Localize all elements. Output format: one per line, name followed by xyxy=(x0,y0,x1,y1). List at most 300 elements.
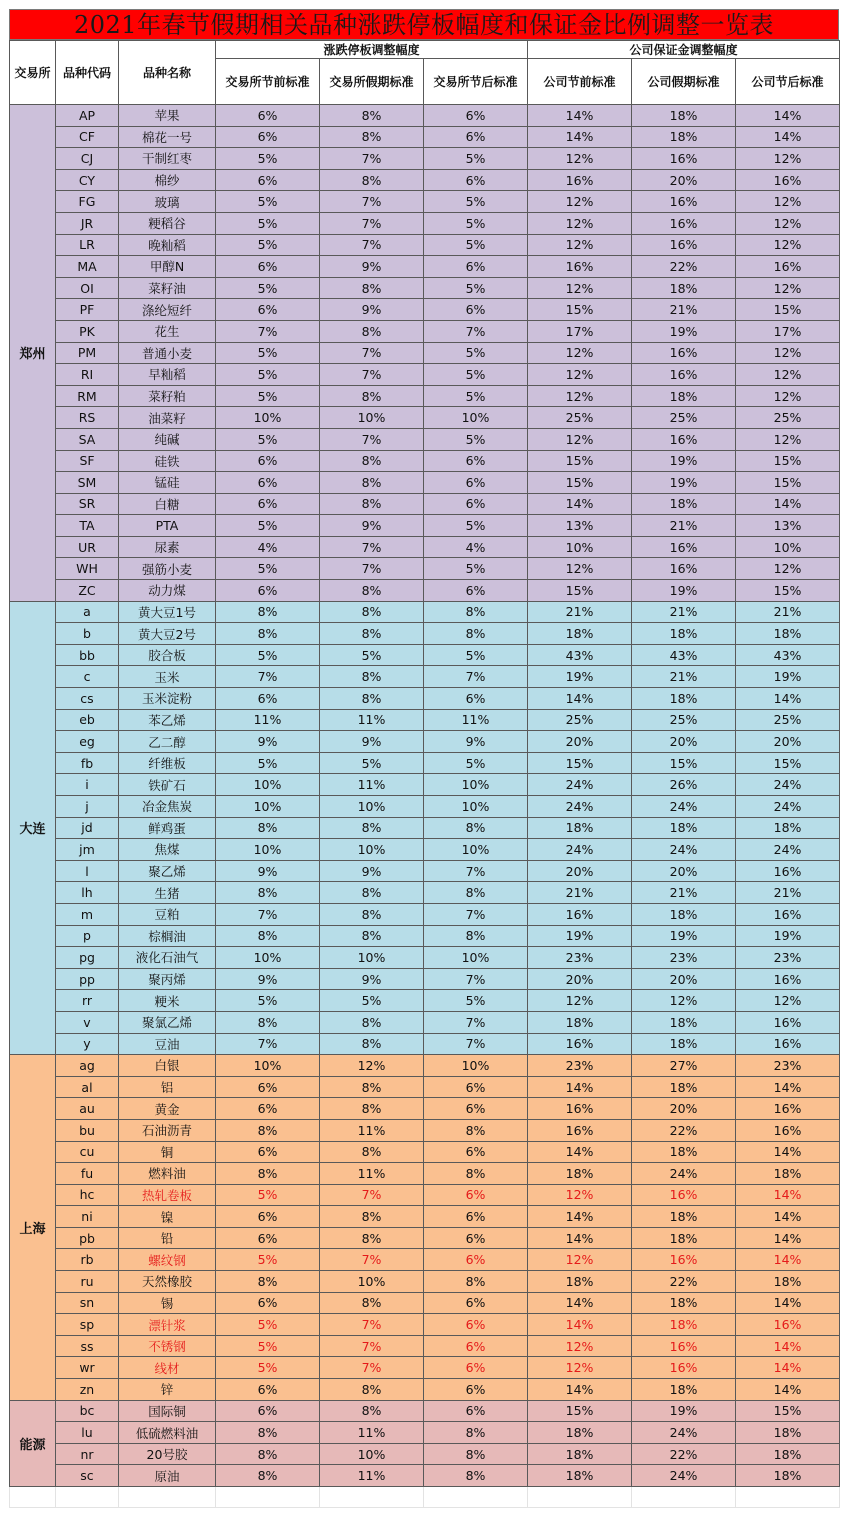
limit-before-cell: 4% xyxy=(216,536,320,558)
margin-before-cell: 24% xyxy=(528,774,632,796)
margin-after-cell: 14% xyxy=(736,1206,840,1228)
name-cell: 燃料油 xyxy=(119,1163,216,1185)
name-cell: 线材 xyxy=(119,1357,216,1379)
margin-after-cell: 12% xyxy=(736,990,840,1012)
limit-holiday-cell: 8% xyxy=(320,580,424,602)
name-cell: 原油 xyxy=(119,1465,216,1487)
limit-holiday-cell: 8% xyxy=(320,882,424,904)
margin-after-cell: 15% xyxy=(736,580,840,602)
code-cell: PF xyxy=(56,299,119,321)
limit-before-cell: 5% xyxy=(216,1249,320,1271)
table-row xyxy=(10,1357,840,1379)
limit-holiday-cell: 8% xyxy=(320,1379,424,1401)
name-cell: 胶合板 xyxy=(119,644,216,666)
limit-after-cell: 5% xyxy=(424,234,528,256)
margin-after-cell: 24% xyxy=(736,774,840,796)
name-cell: 棉花一号 xyxy=(119,126,216,148)
limit-before-cell: 8% xyxy=(216,1271,320,1293)
name-cell: 菜籽粕 xyxy=(119,385,216,407)
code-cell: ZC xyxy=(56,580,119,602)
code-cell: RS xyxy=(56,407,119,429)
limit-after-cell: 5% xyxy=(424,277,528,299)
code-cell: MA xyxy=(56,256,119,278)
limit-after-cell: 7% xyxy=(424,1011,528,1033)
table-row xyxy=(10,126,840,148)
code-cell: SR xyxy=(56,493,119,515)
limit-holiday-cell: 8% xyxy=(320,1292,424,1314)
name-cell: 粳稻谷 xyxy=(119,212,216,234)
margin-after-cell: 19% xyxy=(736,666,840,688)
adjustment-table xyxy=(9,40,840,1508)
limit-holiday-cell: 8% xyxy=(320,277,424,299)
code-cell: RI xyxy=(56,364,119,386)
table-row xyxy=(10,450,840,472)
code-cell: OI xyxy=(56,277,119,299)
margin-before-cell: 18% xyxy=(528,1465,632,1487)
margin-holiday-cell: 18% xyxy=(632,277,736,299)
margin-after-cell: 25% xyxy=(736,709,840,731)
limit-holiday-cell: 8% xyxy=(320,169,424,191)
margin-before-cell: 12% xyxy=(528,364,632,386)
limit-holiday-cell: 9% xyxy=(320,860,424,882)
code-cell: eb xyxy=(56,709,119,731)
limit-before-cell: 10% xyxy=(216,947,320,969)
table-row xyxy=(10,493,840,515)
limit-holiday-cell: 7% xyxy=(320,191,424,213)
margin-after-cell: 18% xyxy=(736,1465,840,1487)
table-row xyxy=(10,1206,840,1228)
limit-after-cell: 8% xyxy=(424,817,528,839)
name-cell: 晚籼稻 xyxy=(119,234,216,256)
name-cell: 国际铜 xyxy=(119,1400,216,1422)
margin-before-cell: 23% xyxy=(528,1055,632,1077)
exchange-cell: 郑州 xyxy=(10,105,56,602)
name-cell: 菜籽油 xyxy=(119,277,216,299)
margin-after-cell: 16% xyxy=(736,968,840,990)
limit-before-cell: 8% xyxy=(216,925,320,947)
limit-before-cell: 5% xyxy=(216,1184,320,1206)
margin-after-cell: 16% xyxy=(736,169,840,191)
limit-after-cell: 8% xyxy=(424,601,528,623)
header-margin-after: 公司节后标准 xyxy=(736,59,840,105)
margin-after-cell: 15% xyxy=(736,1400,840,1422)
name-cell: 锰硅 xyxy=(119,472,216,494)
name-cell: PTA xyxy=(119,515,216,537)
margin-after-cell: 24% xyxy=(736,796,840,818)
code-cell: bc xyxy=(56,1400,119,1422)
limit-holiday-cell: 8% xyxy=(320,385,424,407)
limit-holiday-cell: 8% xyxy=(320,1227,424,1249)
table-row xyxy=(10,277,840,299)
margin-after-cell: 18% xyxy=(736,623,840,645)
code-cell: p xyxy=(56,925,119,947)
margin-holiday-cell: 24% xyxy=(632,1422,736,1444)
limit-before-cell: 10% xyxy=(216,1055,320,1077)
margin-holiday-cell: 18% xyxy=(632,1011,736,1033)
limit-after-cell: 6% xyxy=(424,580,528,602)
limit-holiday-cell: 7% xyxy=(320,428,424,450)
margin-after-cell: 12% xyxy=(736,148,840,170)
margin-holiday-cell: 24% xyxy=(632,839,736,861)
name-cell: 铝 xyxy=(119,1076,216,1098)
code-cell: CJ xyxy=(56,148,119,170)
limit-holiday-cell: 7% xyxy=(320,234,424,256)
margin-before-cell: 20% xyxy=(528,968,632,990)
limit-before-cell: 8% xyxy=(216,1163,320,1185)
margin-after-cell: 18% xyxy=(736,817,840,839)
limit-before-cell: 6% xyxy=(216,1227,320,1249)
margin-holiday-cell: 22% xyxy=(632,1271,736,1293)
margin-holiday-cell: 22% xyxy=(632,256,736,278)
limit-before-cell: 6% xyxy=(216,256,320,278)
limit-holiday-cell: 11% xyxy=(320,1163,424,1185)
margin-before-cell: 19% xyxy=(528,666,632,688)
margin-holiday-cell: 16% xyxy=(632,558,736,580)
code-cell: nr xyxy=(56,1443,119,1465)
name-cell: 纤维板 xyxy=(119,752,216,774)
limit-before-cell: 5% xyxy=(216,234,320,256)
margin-holiday-cell: 16% xyxy=(632,191,736,213)
margin-before-cell: 16% xyxy=(528,256,632,278)
margin-before-cell: 12% xyxy=(528,1249,632,1271)
code-cell: PK xyxy=(56,320,119,342)
limit-after-cell: 7% xyxy=(424,1033,528,1055)
limit-after-cell: 5% xyxy=(424,428,528,450)
name-cell: 纯碱 xyxy=(119,428,216,450)
table-row xyxy=(10,1422,840,1444)
margin-before-cell: 12% xyxy=(528,558,632,580)
limit-after-cell: 10% xyxy=(424,774,528,796)
code-cell: JR xyxy=(56,212,119,234)
table-row xyxy=(10,428,840,450)
limit-after-cell: 5% xyxy=(424,212,528,234)
margin-before-cell: 20% xyxy=(528,860,632,882)
margin-after-cell: 16% xyxy=(736,903,840,925)
limit-holiday-cell: 7% xyxy=(320,148,424,170)
margin-holiday-cell: 16% xyxy=(632,1357,736,1379)
margin-holiday-cell: 18% xyxy=(632,623,736,645)
margin-after-cell: 12% xyxy=(736,342,840,364)
code-cell: b xyxy=(56,623,119,645)
limit-holiday-cell: 8% xyxy=(320,1141,424,1163)
table-row xyxy=(10,515,840,537)
table-row xyxy=(10,990,840,1012)
code-cell: ru xyxy=(56,1271,119,1293)
limit-after-cell: 5% xyxy=(424,385,528,407)
code-cell: ag xyxy=(56,1055,119,1077)
name-cell: 液化石油气 xyxy=(119,947,216,969)
code-cell: SA xyxy=(56,428,119,450)
margin-holiday-cell: 18% xyxy=(632,105,736,127)
margin-holiday-cell: 24% xyxy=(632,1465,736,1487)
limit-after-cell: 6% xyxy=(424,1076,528,1098)
table-row xyxy=(10,234,840,256)
limit-before-cell: 5% xyxy=(216,644,320,666)
code-cell: m xyxy=(56,903,119,925)
margin-holiday-cell: 16% xyxy=(632,234,736,256)
margin-before-cell: 15% xyxy=(528,450,632,472)
code-cell: j xyxy=(56,796,119,818)
limit-before-cell: 6% xyxy=(216,1076,320,1098)
limit-holiday-cell: 10% xyxy=(320,796,424,818)
limit-before-cell: 11% xyxy=(216,709,320,731)
margin-holiday-cell: 18% xyxy=(632,1206,736,1228)
limit-holiday-cell: 8% xyxy=(320,126,424,148)
name-cell: 热轧卷板 xyxy=(119,1184,216,1206)
name-cell: 白银 xyxy=(119,1055,216,1077)
margin-holiday-cell: 18% xyxy=(632,1227,736,1249)
limit-after-cell: 10% xyxy=(424,1055,528,1077)
limit-before-cell: 8% xyxy=(216,882,320,904)
limit-before-cell: 5% xyxy=(216,364,320,386)
limit-before-cell: 6% xyxy=(216,299,320,321)
limit-after-cell: 5% xyxy=(424,644,528,666)
margin-holiday-cell: 21% xyxy=(632,601,736,623)
limit-before-cell: 6% xyxy=(216,105,320,127)
limit-before-cell: 6% xyxy=(216,1206,320,1228)
table-row xyxy=(10,580,840,602)
table-row xyxy=(10,903,840,925)
limit-before-cell: 7% xyxy=(216,1033,320,1055)
margin-after-cell: 16% xyxy=(736,860,840,882)
name-cell: 锌 xyxy=(119,1379,216,1401)
limit-after-cell: 4% xyxy=(424,536,528,558)
table-row xyxy=(10,299,840,321)
header-margin-holiday: 公司假期标准 xyxy=(632,59,736,105)
limit-after-cell: 10% xyxy=(424,796,528,818)
limit-after-cell: 6% xyxy=(424,169,528,191)
limit-holiday-cell: 8% xyxy=(320,320,424,342)
limit-before-cell: 8% xyxy=(216,601,320,623)
empty-cell xyxy=(632,1487,736,1508)
limit-before-cell: 5% xyxy=(216,1357,320,1379)
table-row xyxy=(10,796,840,818)
name-cell: 强筋小麦 xyxy=(119,558,216,580)
header-limit-holiday: 交易所假期标准 xyxy=(320,59,424,105)
limit-holiday-cell: 7% xyxy=(320,1184,424,1206)
margin-after-cell: 15% xyxy=(736,472,840,494)
name-cell: 涤纶短纤 xyxy=(119,299,216,321)
name-cell: 黄大豆1号 xyxy=(119,601,216,623)
table-row xyxy=(10,1443,840,1465)
limit-before-cell: 5% xyxy=(216,1335,320,1357)
limit-before-cell: 5% xyxy=(216,990,320,1012)
margin-after-cell: 12% xyxy=(736,277,840,299)
empty-cell xyxy=(528,1487,632,1508)
limit-after-cell: 5% xyxy=(424,752,528,774)
table-row xyxy=(10,191,840,213)
limit-holiday-cell: 9% xyxy=(320,256,424,278)
margin-before-cell: 14% xyxy=(528,1227,632,1249)
margin-holiday-cell: 20% xyxy=(632,731,736,753)
name-cell: 镍 xyxy=(119,1206,216,1228)
name-cell: 干制红枣 xyxy=(119,148,216,170)
margin-before-cell: 16% xyxy=(528,169,632,191)
limit-after-cell: 6% xyxy=(424,1249,528,1271)
margin-before-cell: 14% xyxy=(528,1076,632,1098)
margin-before-cell: 12% xyxy=(528,212,632,234)
table-row xyxy=(10,256,840,278)
margin-before-cell: 24% xyxy=(528,839,632,861)
margin-after-cell: 14% xyxy=(736,1379,840,1401)
margin-after-cell: 10% xyxy=(736,536,840,558)
margin-holiday-cell: 16% xyxy=(632,1249,736,1271)
limit-holiday-cell: 7% xyxy=(320,1357,424,1379)
table-row xyxy=(10,1055,840,1077)
margin-holiday-cell: 16% xyxy=(632,342,736,364)
margin-before-cell: 14% xyxy=(528,1292,632,1314)
table-row xyxy=(10,774,840,796)
name-cell: 铅 xyxy=(119,1227,216,1249)
header-margin-before: 公司节前标准 xyxy=(528,59,632,105)
margin-holiday-cell: 18% xyxy=(632,1141,736,1163)
limit-holiday-cell: 10% xyxy=(320,407,424,429)
margin-holiday-cell: 18% xyxy=(632,817,736,839)
margin-before-cell: 14% xyxy=(528,1379,632,1401)
margin-after-cell: 12% xyxy=(736,234,840,256)
margin-before-cell: 18% xyxy=(528,1271,632,1293)
limit-before-cell: 7% xyxy=(216,666,320,688)
table-row xyxy=(10,148,840,170)
margin-after-cell: 16% xyxy=(736,256,840,278)
code-cell: bu xyxy=(56,1119,119,1141)
header-name: 品种名称 xyxy=(119,41,216,105)
limit-before-cell: 6% xyxy=(216,1400,320,1422)
name-cell: 螺纹钢 xyxy=(119,1249,216,1271)
limit-after-cell: 6% xyxy=(424,472,528,494)
limit-before-cell: 6% xyxy=(216,169,320,191)
margin-after-cell: 12% xyxy=(736,558,840,580)
limit-after-cell: 10% xyxy=(424,407,528,429)
name-cell: 油菜籽 xyxy=(119,407,216,429)
margin-after-cell: 14% xyxy=(736,105,840,127)
margin-before-cell: 12% xyxy=(528,191,632,213)
limit-after-cell: 7% xyxy=(424,320,528,342)
empty-cell xyxy=(216,1487,320,1508)
margin-before-cell: 14% xyxy=(528,1141,632,1163)
margin-before-cell: 18% xyxy=(528,623,632,645)
margin-before-cell: 14% xyxy=(528,1314,632,1336)
limit-holiday-cell: 8% xyxy=(320,1011,424,1033)
limit-holiday-cell: 8% xyxy=(320,1076,424,1098)
name-cell: 焦煤 xyxy=(119,839,216,861)
margin-holiday-cell: 18% xyxy=(632,1033,736,1055)
limit-after-cell: 6% xyxy=(424,1335,528,1357)
limit-after-cell: 8% xyxy=(424,1271,528,1293)
margin-holiday-cell: 26% xyxy=(632,774,736,796)
limit-after-cell: 5% xyxy=(424,148,528,170)
limit-before-cell: 5% xyxy=(216,191,320,213)
limit-holiday-cell: 7% xyxy=(320,558,424,580)
limit-before-cell: 6% xyxy=(216,450,320,472)
code-cell: bb xyxy=(56,644,119,666)
code-cell: zn xyxy=(56,1379,119,1401)
limit-after-cell: 5% xyxy=(424,342,528,364)
name-cell: 动力煤 xyxy=(119,580,216,602)
limit-after-cell: 5% xyxy=(424,515,528,537)
table-row xyxy=(10,1400,840,1422)
code-cell: CF xyxy=(56,126,119,148)
table-row xyxy=(10,731,840,753)
code-cell: AP xyxy=(56,105,119,127)
limit-after-cell: 7% xyxy=(424,968,528,990)
table-row xyxy=(10,1163,840,1185)
margin-before-cell: 14% xyxy=(528,493,632,515)
name-cell: 玻璃 xyxy=(119,191,216,213)
table-row xyxy=(10,688,840,710)
margin-holiday-cell: 16% xyxy=(632,364,736,386)
table-row xyxy=(10,1465,840,1487)
margin-holiday-cell: 25% xyxy=(632,407,736,429)
limit-after-cell: 8% xyxy=(424,882,528,904)
limit-after-cell: 10% xyxy=(424,947,528,969)
margin-before-cell: 18% xyxy=(528,1443,632,1465)
limit-after-cell: 9% xyxy=(424,731,528,753)
margin-holiday-cell: 21% xyxy=(632,882,736,904)
table-row xyxy=(10,1076,840,1098)
limit-after-cell: 6% xyxy=(424,299,528,321)
name-cell: 聚丙烯 xyxy=(119,968,216,990)
limit-after-cell: 6% xyxy=(424,126,528,148)
margin-holiday-cell: 43% xyxy=(632,644,736,666)
limit-before-cell: 5% xyxy=(216,558,320,580)
table-row xyxy=(10,536,840,558)
table-row xyxy=(10,925,840,947)
empty-row xyxy=(10,1487,840,1508)
limit-holiday-cell: 7% xyxy=(320,1335,424,1357)
margin-before-cell: 14% xyxy=(528,1206,632,1228)
name-cell: 花生 xyxy=(119,320,216,342)
code-cell: RM xyxy=(56,385,119,407)
margin-before-cell: 16% xyxy=(528,1119,632,1141)
table-row xyxy=(10,342,840,364)
table-row xyxy=(10,472,840,494)
margin-before-cell: 12% xyxy=(528,990,632,1012)
name-cell: 白糖 xyxy=(119,493,216,515)
exchange-cell: 上海 xyxy=(10,1055,56,1401)
limit-holiday-cell: 8% xyxy=(320,1098,424,1120)
margin-after-cell: 16% xyxy=(736,1033,840,1055)
name-cell: 苯乙烯 xyxy=(119,709,216,731)
code-cell: PM xyxy=(56,342,119,364)
margin-before-cell: 13% xyxy=(528,515,632,537)
margin-before-cell: 25% xyxy=(528,709,632,731)
limit-holiday-cell: 8% xyxy=(320,925,424,947)
code-cell: jm xyxy=(56,839,119,861)
table-row xyxy=(10,1141,840,1163)
margin-before-cell: 19% xyxy=(528,925,632,947)
code-cell: FG xyxy=(56,191,119,213)
margin-after-cell: 21% xyxy=(736,601,840,623)
code-cell: fb xyxy=(56,752,119,774)
name-cell: 豆粕 xyxy=(119,903,216,925)
table-row xyxy=(10,666,840,688)
limit-after-cell: 5% xyxy=(424,990,528,1012)
margin-after-cell: 14% xyxy=(736,1249,840,1271)
limit-after-cell: 6% xyxy=(424,1400,528,1422)
margin-holiday-cell: 22% xyxy=(632,1119,736,1141)
limit-before-cell: 8% xyxy=(216,623,320,645)
code-cell: SF xyxy=(56,450,119,472)
margin-after-cell: 18% xyxy=(736,1443,840,1465)
code-cell: rr xyxy=(56,990,119,1012)
margin-before-cell: 14% xyxy=(528,126,632,148)
margin-before-cell: 16% xyxy=(528,903,632,925)
empty-cell xyxy=(320,1487,424,1508)
margin-holiday-cell: 25% xyxy=(632,709,736,731)
limit-after-cell: 6% xyxy=(424,493,528,515)
limit-holiday-cell: 8% xyxy=(320,1033,424,1055)
